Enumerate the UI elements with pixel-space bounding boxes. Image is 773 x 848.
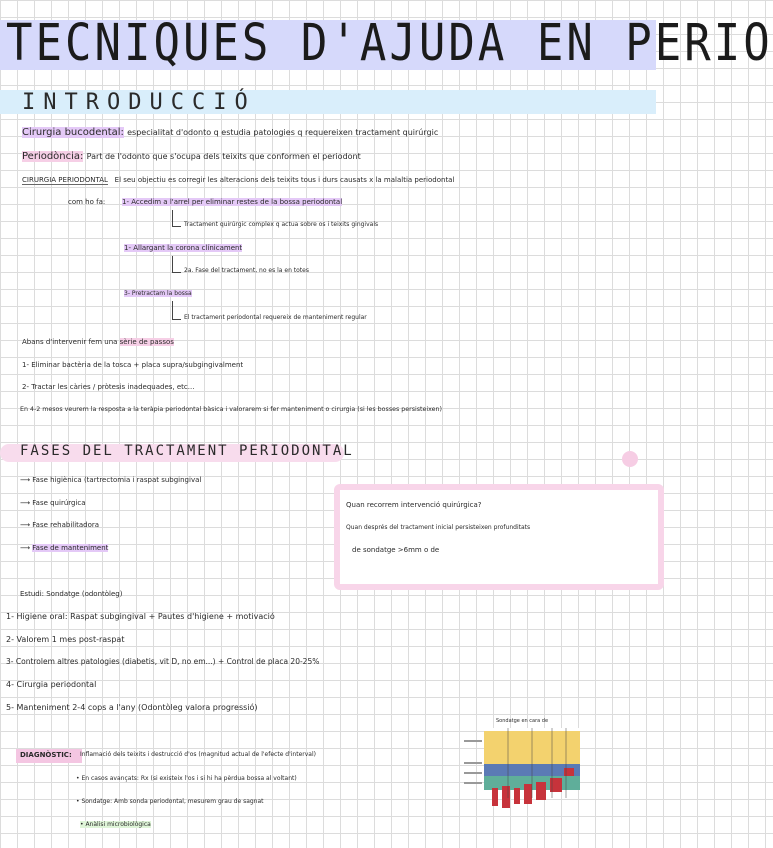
bracket-2 (172, 256, 181, 273)
abans-line (22, 338, 174, 346)
fase-1: ⟶ Fase higiènica (tartrectomia i raspat subgingival (20, 476, 202, 484)
com-ho-fa: com ho fa: (68, 198, 106, 206)
cirurgia-text: especialitat d'odonto q estudia patologies q requereixen tractament quirúrgic (127, 128, 439, 137)
periodoncia-label: Periodòncia: (22, 151, 84, 162)
estudi-label: Estudi: Sondatge (odontòleg) (20, 590, 123, 598)
diag-line-1: Inflamació dels teixits i destrucció d'os (magnitud actual de l'efecte d'interval) (80, 751, 316, 758)
cir-perio-label: CIRURGIA PERIODONTAL (22, 176, 108, 184)
estudi-item-1: 1- Higiene oral: Raspat subgingival + Pautes d'higiene + motivació (6, 612, 275, 621)
answer-line-2: de sondatge >6mm o de (352, 546, 440, 554)
fase-2: ⟶ Fase quirúrgica (20, 499, 86, 507)
figure-caption: Sondatge en cara de (496, 718, 549, 724)
cir-perio-line (22, 176, 454, 184)
pas-2: 2- Tractar les càries / pròtesis inadequades, etc... (22, 383, 195, 391)
periodoncia-line (22, 151, 361, 162)
item-2-line (124, 244, 242, 252)
setmanes-line: En 4-2 mesos veurem la resposta a la teràpia periodontal bàsica i valorarem si fer manteniment o cirurgia (si les bosses persisteixen) (20, 406, 442, 413)
sondatge-figure (462, 718, 590, 814)
fase-3: ⟶ Fase rehabilitadora (20, 521, 100, 529)
fases-heading: FASES DEL TRACTAMENT PERIODONTAL (20, 443, 354, 459)
abans-highlight: sèrie de passos (119, 338, 174, 346)
question-box (334, 484, 664, 590)
item-2-sub: 2a. Fase del tractament, no es la en totes (184, 267, 309, 274)
estudi-item-4: 4- Cirurgia periodontal (6, 680, 97, 689)
cirurgia-label: Cirurgia bucodental: (22, 127, 124, 138)
periodoncia-text: Part de l'odonto que s'ocupa dels teixits que conformen el periodont (86, 152, 361, 161)
abans-text: Abans d'intervenir fem una (22, 338, 118, 346)
item-3: 3- Pretractam la bossa (124, 290, 192, 297)
diag-line-3: • Sondatge: Amb sonda periodontal, mesurem grau de sagnat (76, 798, 264, 805)
figure-drawing (462, 718, 590, 814)
estudi-item-3: 3- Controlem altres patologies (diabetis, vit D, no em...) + Control de placa 20-25% (6, 657, 320, 666)
item-3-sub: El tractament periodontal requereix de manteniment regular (184, 314, 367, 321)
item-1-sub: Tractament quirúrgic complex q actua sobre os i teixits gingivals (184, 221, 379, 228)
bracket-3 (172, 301, 181, 320)
diag-label: DIAGNÒSTIC: (20, 751, 72, 759)
diag-line-4: • Anàlisi microbiològica (80, 821, 151, 828)
fase-4: ⟶ Fase de manteniment (20, 544, 109, 552)
intro-heading: INTRODUCCIÓ (22, 90, 256, 115)
answer-line-1: Quan després del tractament inicial persisteixen profunditats (346, 524, 531, 531)
item-1: 1- Accedim a l'arrel per eliminar restes de la bossa periodontal (122, 198, 343, 206)
question-text: Quan recorrem intervenció quirúrgica? (346, 501, 482, 509)
item-2: 1- Allargant la corona clínicament (124, 244, 243, 252)
bracket-1 (172, 210, 181, 227)
cirurgia-line (22, 127, 438, 138)
estudi-item-5: 5- Manteniment 2-4 cops a l'any (Odontòleg valora progressió) (6, 703, 258, 712)
estudi-item-2: 2- Valorem 1 mes post-raspat (6, 635, 125, 644)
cir-perio-text: El seu objectiu es corregir les alteracions dels teixits tous i durs causats x la malaltia periodontal (114, 176, 455, 184)
pas-1: 1- Eliminar bactèria de la tosca + placa supra/subgingivalment (22, 361, 244, 369)
diag-line-2: • En casos avançats: Rx (si existeix l'os i si hi ha pèrdua bossa al voltant) (76, 775, 297, 782)
pink-dot (622, 451, 638, 467)
page-title: TECNIQUES D'AJUDA EN PERIO (6, 14, 773, 73)
